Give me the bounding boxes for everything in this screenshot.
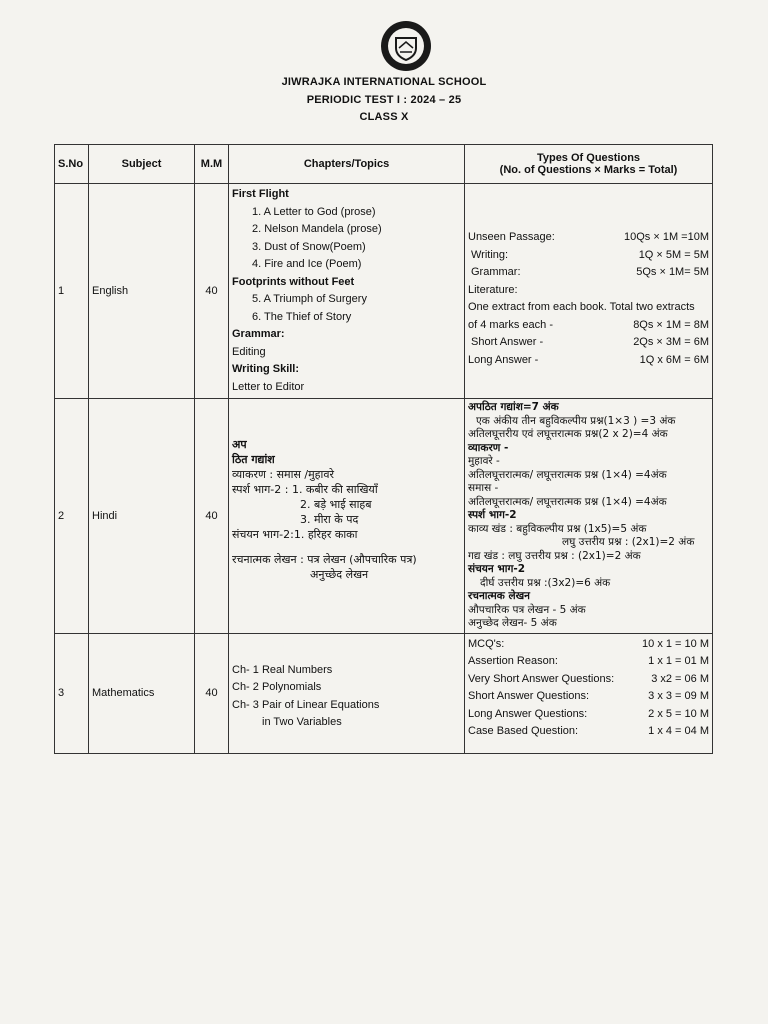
chapter-item: 6. The Thief of Story <box>252 310 352 323</box>
question-type-line: अनुच्छेद लेखन- 5 अंक <box>468 617 557 629</box>
chapters-cell <box>229 633 465 753</box>
question-type-row <box>468 636 709 654</box>
question-type-row <box>468 723 709 741</box>
question-type-marks: 2Qs × 3M = 6M <box>633 336 709 348</box>
question-type-line: गद्य खंड : लघु उत्तरीय प्रश्न : (2x1)=2 अंक <box>468 549 641 562</box>
subject-cell: Hindi <box>89 399 195 634</box>
question-type-row <box>468 317 709 335</box>
question-type-row <box>468 671 709 689</box>
sno-cell: 1 <box>55 184 89 399</box>
question-type-row <box>468 653 709 671</box>
question-type-line: काव्य खंड : बहुविकल्पीय प्रश्न (1x5)=5 अंक <box>468 522 647 535</box>
mm-cell: 40 <box>195 399 229 634</box>
chapter-item: स्पर्श भाग-2 : 1. कबीर की साखियाँ <box>232 483 378 496</box>
header-mm: M.M <box>195 145 229 184</box>
question-type-line: एक अंकीय तीन बहुविकल्पीय प्रश्न(1×3 ) =3 अंक <box>476 414 676 427</box>
question-type-marks: 1Q × 5M = 5M <box>638 248 709 261</box>
question-type-line: अतिलघूत्तरात्मक/ लघूत्तरात्मक प्रश्न (1×4) =4अंक <box>468 495 667 508</box>
grammar-topic: Editing <box>232 345 266 358</box>
question-type-label: Unseen Passage: <box>468 231 555 243</box>
question-type-marks: 10Qs × 1M =10M <box>624 231 709 243</box>
table-row-english <box>55 184 713 399</box>
question-type-label: Grammar: <box>471 266 521 278</box>
subject-cell: Mathematics <box>89 633 195 753</box>
question-type-label: Short Answer - <box>471 336 544 348</box>
question-type-line: मुहावरे - <box>468 455 500 467</box>
chapter-item: 1. A Letter to God (prose) <box>252 205 376 218</box>
question-type-row <box>468 247 709 265</box>
chapter-item: अनुच्छेद लेखन <box>310 568 369 581</box>
question-type-line: दीर्घ उत्तरीय प्रश्न :(3x2)=6 अंक <box>480 576 611 589</box>
question-type-label: Long Answer - <box>468 353 539 366</box>
chapter-item: 4. Fire and Ice (Poem) <box>252 258 362 270</box>
question-type-line: संचयन भाग-2 <box>468 563 526 575</box>
question-type-row <box>468 229 709 247</box>
question-type-line: स्पर्श भाग-2 <box>468 509 517 521</box>
writing-heading: Writing Skill: <box>232 363 300 375</box>
question-type-marks: 3 x 3 = 09 M <box>648 690 709 702</box>
question-type-line: व्याकरण - <box>468 441 509 454</box>
header-types <box>465 145 713 184</box>
question-type-row <box>468 264 709 282</box>
question-type-marks: 1Q x 6M = 6M <box>639 353 709 366</box>
table-row-hindi <box>55 399 713 634</box>
question-type-label: of 4 marks each - <box>468 318 553 331</box>
book-title: Footprints without Feet <box>232 275 355 288</box>
question-type-row <box>468 334 709 352</box>
types-cell <box>465 184 713 399</box>
sno-cell: 3 <box>55 633 89 753</box>
question-type-label: Assertion Reason: <box>468 655 558 667</box>
school-logo <box>380 20 432 72</box>
chapter-item: रचनात्मक लेखन : पत्र लेखन (औपचारिक पत्र) <box>232 553 417 566</box>
question-type-line: अतिलघूत्तरात्मक/ लघूत्तरात्मक प्रश्न (1×4) =4अंक <box>468 468 667 481</box>
types-cell <box>465 399 713 634</box>
header-subject: Subject <box>89 145 195 184</box>
extract-note: One extract from each book. Total two extracts <box>468 301 695 313</box>
question-type-row <box>468 706 709 724</box>
question-type-label: Writing: <box>471 248 509 261</box>
question-type-line: औपचारिक पत्र लेखन - 5 अंक <box>468 603 586 616</box>
chapter-item: 5. A Triumph of Surgery <box>252 293 367 305</box>
header-types-line1: Types Of Questions <box>536 152 641 164</box>
question-type-label: Case Based Question: <box>468 725 579 737</box>
chapter-item: Ch- 3 Pair of Linear Equations <box>232 698 380 711</box>
chapter-item: Ch- 1 Real Numbers <box>232 663 333 676</box>
chapter-item: ठित गद्यांश <box>232 453 275 466</box>
question-type-line: लघु उत्तरीय प्रश्न : (2x1)=2 अंक <box>562 536 695 548</box>
question-type-row <box>468 352 709 370</box>
chapters-cell <box>229 399 465 634</box>
chapter-item: 2. Nelson Mandela (prose) <box>252 223 382 235</box>
chapter-item: Ch- 2 Polynomials <box>232 681 322 693</box>
literature-heading: Literature: <box>468 283 518 296</box>
question-type-line: अपठित गद्यांश=7 अंक <box>468 401 559 413</box>
question-type-marks: 1 x 4 = 04 M <box>648 725 709 737</box>
question-type-marks: 5Qs × 1M= 5M <box>636 266 709 278</box>
writing-topic: Letter to Editor <box>232 380 305 393</box>
chapter-item: in Two Variables <box>262 716 342 728</box>
question-type-label: Short Answer Questions: <box>468 690 590 702</box>
chapters-cell <box>229 184 465 399</box>
types-cell <box>465 633 713 753</box>
question-type-row <box>468 688 709 706</box>
question-type-label: Very Short Answer Questions: <box>468 672 615 685</box>
header-sno: S.No <box>55 145 89 184</box>
chapter-item: 2. बड़े भाई साहब <box>300 498 372 511</box>
header-types-line2: (No. of Questions × Marks = Total) <box>499 164 678 176</box>
school-name: JIWRAJKA INTERNATIONAL SCHOOL <box>281 76 487 88</box>
question-type-label: Long Answer Questions: <box>468 707 588 720</box>
chapter-item: अप <box>232 438 247 451</box>
class-title: CLASS X <box>359 111 409 123</box>
grammar-heading: Grammar: <box>232 328 285 340</box>
test-title: PERIODIC TEST I : 2024 – 25 <box>306 94 462 106</box>
question-type-marks: 10 x 1 = 10 M <box>642 637 709 650</box>
question-type-marks: 1 x 1 = 01 M <box>648 655 709 667</box>
question-type-line: समास - <box>468 482 499 494</box>
syllabus-table <box>54 144 713 754</box>
question-type-line: रचनात्मक लेखन <box>468 590 530 602</box>
mm-cell: 40 <box>195 633 229 753</box>
book-title: First Flight <box>232 188 289 200</box>
question-type-marks: 3 x2 = 06 M <box>651 672 709 685</box>
question-type-label: MCQ's: <box>468 637 505 650</box>
header-chapters: Chapters/Topics <box>229 145 465 184</box>
question-type-marks: 8Qs × 1M = 8M <box>633 318 709 331</box>
table-row-mathematics <box>55 633 713 753</box>
chapter-item: 3. Dust of Snow(Poem) <box>252 240 366 253</box>
subject-cell: English <box>89 184 195 399</box>
chapter-item: 3. मीरा के पद <box>300 513 359 526</box>
table-header-row <box>55 145 713 184</box>
question-type-line: अतिलघूत्तरीय एवं लघूत्तरात्मक प्रश्न(2 x 2)=4 अंक <box>468 428 668 440</box>
question-type-marks: 2 x 5 = 10 M <box>648 707 709 720</box>
sno-cell: 2 <box>55 399 89 634</box>
chapter-item: व्याकरण : समास /मुहावरे <box>232 468 334 481</box>
chapter-item: संचयन भाग-2:1. हरिहर काका <box>232 528 358 541</box>
mm-cell: 40 <box>195 184 229 399</box>
